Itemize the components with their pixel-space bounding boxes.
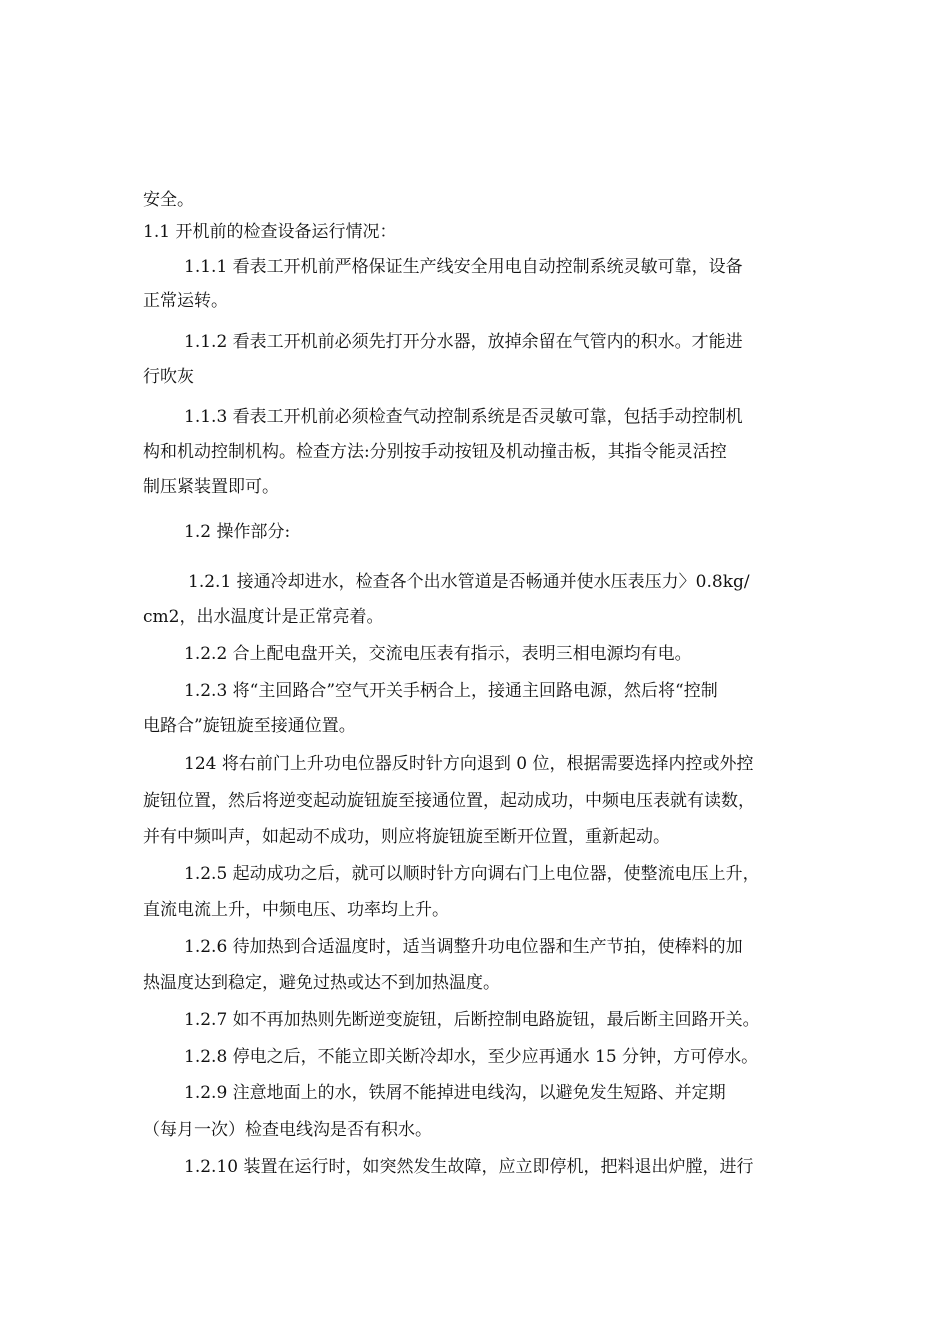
text-line: 并有中频叫声，如起动不成功，则应将旋钮旋至断开位置，重新起动。: [143, 827, 670, 847]
text-line: 1.2.8 停电之后，不能立即关断冷却水，至少应再通水 15 分钟，方可停水。: [184, 1047, 759, 1067]
text-line: 正常运转。: [143, 291, 228, 311]
text-line: cm2，出水温度计是正常亮着。: [143, 607, 384, 627]
text-line: 124 将右前门上升功电位器反时针方向退到 0 位，根据需要选择内控或外控: [184, 754, 754, 774]
text-line: 1.1.1 看表工开机前严格保证生产线安全用电自动控制系统灵敏可靠，设备: [184, 257, 743, 277]
text-line: 电路合”旋钮旋至接通位置。: [143, 716, 356, 736]
text-line: 1.2.6 待加热到合适温度时，适当调整升功电位器和生产节拍，使棒料的加: [184, 937, 743, 957]
text-line: 1.2.9 注意地面上的水，铁屑不能掉进电线沟，以避免发生短路、并定期: [184, 1083, 726, 1103]
text-line: 1.2.1 接通冷却进水，检查各个出水管道是否畅通并使水压表压力〉0.8kg/: [188, 572, 750, 592]
text-line: 行吹灰: [143, 367, 194, 387]
text-line: 1.2.5 起动成功之后，就可以顺时针方向调右门上电位器，使整流电压上升，: [184, 864, 760, 884]
section-heading: 1.2 操作部分:: [184, 522, 291, 542]
text-line: 1.2.7 如不再加热则先断逆变旋钮，后断控制电路旋钮，最后断主回路开关。: [184, 1010, 760, 1030]
text-line: 热温度达到稳定，避免过热或达不到加热温度。: [143, 973, 500, 993]
text-line: （每月一次）检查电线沟是否有积水。: [143, 1120, 432, 1140]
text-line: 制压紧装置即可。: [143, 477, 279, 497]
text-line: 1.2.3 将“主回路合”空气开关手柄合上，接通主回路电源，然后将“控制: [184, 681, 718, 701]
text-line: 直流电流上升，中频电压、功率均上升。: [143, 900, 449, 920]
text-line: 旋钮位置，然后将逆变起动旋钮旋至接通位置，起动成功，中频电压表就有读数，: [143, 791, 755, 811]
text-line: 构和机动控制机构。检查方法:分别按手动按钮及机动撞击板，其指令能灵活控: [143, 442, 727, 462]
text-line: 1.2.2 合上配电盘开关，交流电压表有指示，表明三相电源均有电。: [184, 644, 692, 664]
text-line: 1.2.10 装置在运行时，如突然发生故障，应立即停机，把料退出炉膛，进行: [184, 1157, 754, 1177]
text-line: 1.1.3 看表工开机前必须检查气动控制系统是否灵敏可靠，包括手动控制机: [184, 407, 743, 427]
section-heading: 1.1 开机前的检查设备运行情况：: [143, 222, 397, 242]
text-line: 1.1.2 看表工开机前必须先打开分水器，放掉余留在气管内的积水。才能进: [184, 332, 743, 352]
text-line: 安全。: [143, 190, 194, 210]
